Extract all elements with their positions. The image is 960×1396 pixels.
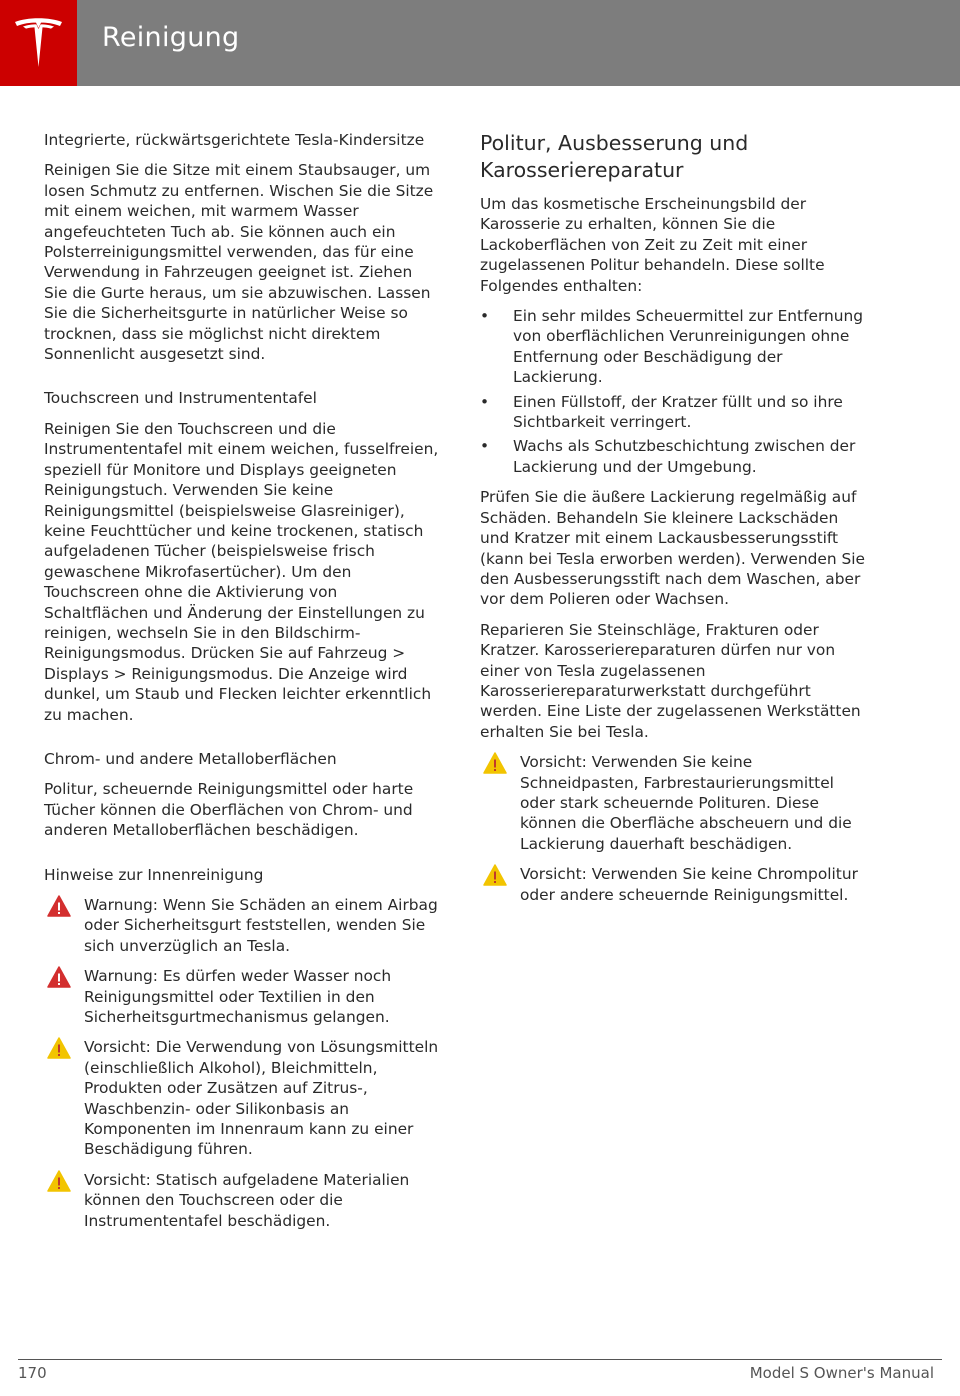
page-title: Reinigung	[102, 22, 240, 53]
caution-notice	[480, 752, 872, 854]
caution-notice	[44, 1170, 439, 1231]
chrome-body: Politur, scheuernde Reinigungsmittel oder harte Tücher können die Oberflächen von Chrom- und anderen Metalloberflächen beschädigen.	[44, 780, 414, 840]
list-item	[480, 436, 872, 477]
caution-icon	[47, 1170, 71, 1192]
right-column	[480, 130, 872, 915]
caution-notice	[480, 864, 872, 905]
list-item-text: Ein sehr mildes Scheuermittel zur Entfernung von oberflächlichen Verunreinigungen ohne Entfernung oder Beschädigung der Lackierung.	[513, 307, 864, 387]
left-column	[44, 130, 439, 1241]
tesla-logo	[0, 0, 77, 86]
warning-notice	[44, 895, 439, 956]
body-repair-paragraph: Reparieren Sie Steinschläge, Frakturen oder Kratzer. Karosseriereparaturen dürfen nur von einer von Tesla zugelassenen Karosseriereparaturwerkstatt durchgeführt werden. Eine Liste der zugelassenen Werkstätten erhalten Sie bei Tesla.	[480, 620, 861, 741]
caution-text: Vorsicht: Statisch aufgeladene Materialien können den Touchscreen oder die Instrumententafel beschädigen.	[84, 1170, 410, 1230]
touchscreen-body: Reinigen Sie den Touchscreen und die Instrumententafel mit einem weichen, fusselfreien, speziell für Monitore und Displays geeigneten Reinigungstuch. Verwenden Sie keine Reinigungsmittel (beispielsweise Glasreiniger), keine Feuchttücher und keine trockenen, statisch aufgeladenen Tücher (beispielsweise frisch gewaschene Mikrofasertücher). Um den Touchscreen ohne die Aktivierung von Schaltflächen und Änderung der Einstellungen zu reinigen, wechseln Sie in den Bildschirm-Reinigungsmodus. Drücken Sie auf Fahrzeug > Displays > Reinigungsmodus. Die Anzeige wird dunkel, um Staub und Flecken leichter erkenntlich zu machen.	[44, 419, 439, 724]
tesla-logo-icon	[13, 16, 64, 70]
child-seats-body: Reinigen Sie die Sitze mit einem Staubsauger, um losen Schmutz zu entfernen. Wischen Sie die Sitze mit einem weichen, mit warmem Wasser angefeuchteten Tuch ab. Sie können auch ein Polsterreinigungsmittel verwenden, das für eine Verwendung in Fahrzeugen geeignet ist. Ziehen Sie die Gurte heraus, um sie abzuwischen. Lassen Sie die Sicherheitsgurte in natürlicher Weise so trocknen, dass sie möglichst nicht direktem Sonnenlicht ausgesetzt sind.	[44, 161, 434, 364]
caution-text: Vorsicht: Verwenden Sie keine Schneidpasten, Farbrestaurierungsmittel oder stark scheuernde Polituren. Diese können die Oberfläche abscheuern und die Lackierung dauerhaft beschädigen.	[520, 753, 852, 853]
warning-text: Warnung: Es dürfen weder Wasser noch Reinigungsmittel oder Textilien in den Sicherheitsgurtmechanismus gelangen.	[84, 967, 392, 1027]
caution-text: Vorsicht: Verwenden Sie keine Chrompolitur oder andere scheuernde Reinigungsmittel.	[520, 865, 858, 904]
section-heading-child-seats: Integrierte, rückwärtsgerichtete Tesla-Kindersitze	[44, 131, 425, 149]
section-heading-chrome: Chrom- und andere Metalloberflächen	[44, 749, 337, 768]
bullet-icon: •	[480, 307, 490, 326]
polish-intro: Um das kosmetische Erscheinungsbild der Karosserie zu erhalten, können Sie die Lackoberflächen von Zeit zu Zeit mit einer zugelassenen Politur behandeln. Diese sollte Folgendes enthalten:	[480, 195, 825, 295]
list-item-text: Wachs als Schutzbeschichtung zwischen der Lackierung und der Umgebung.	[513, 437, 856, 476]
list-item	[480, 306, 872, 388]
section-heading-interior-notes: Hinweise zur Innenreinigung	[44, 865, 264, 884]
warning-text: Warnung: Wenn Sie Schäden an einem Airbag oder Sicherheitsgurt feststellen, wenden Sie sich unverzüglich an Tesla.	[84, 896, 438, 955]
caution-icon	[47, 1037, 71, 1059]
manual-title: Model S Owner's Manual	[749, 1364, 934, 1382]
bullet-icon: •	[480, 437, 490, 456]
caution-text: Vorsicht: Die Verwendung von Lösungsmitteln (einschließlich Alkohol), Bleichmitteln, Produkten oder Zusätzen auf Zitrus-, Waschbenzin- oder Silikonbasis an Komponenten im Innenraum kann zu einer Beschädigung führen.	[84, 1038, 439, 1159]
list-item-text: Einen Füllstoff, der Kratzer füllt und so ihre Sichtbarkeit verringert.	[513, 392, 843, 432]
section-heading-touchscreen: Touchscreen und Instrumententafel	[44, 389, 317, 408]
caution-icon	[483, 864, 507, 886]
bullet-icon: •	[480, 392, 490, 411]
list-item	[480, 392, 872, 433]
warning-icon	[47, 966, 71, 988]
polish-bullet-list	[480, 306, 872, 477]
paint-check-paragraph: Prüfen Sie die äußere Lackierung regelmäßig auf Schäden. Behandeln Sie kleinere Lackschäden und Kratzer mit einem Lackausbesserungsstift (kann bei Tesla erworben werden). Verwenden Sie den Ausbesserungsstift nach dem Waschen, aber vor dem Polieren oder Wachsen.	[480, 488, 866, 609]
warning-notice	[44, 966, 439, 1027]
page-header	[0, 0, 960, 86]
page-number: 170	[18, 1364, 47, 1382]
warning-icon	[47, 895, 71, 917]
footer-divider	[18, 1359, 942, 1360]
section-title-polish-repair: Politur, Ausbesserung und Karosseriereparatur	[480, 131, 749, 182]
caution-notice	[44, 1037, 439, 1159]
caution-icon	[483, 752, 507, 774]
